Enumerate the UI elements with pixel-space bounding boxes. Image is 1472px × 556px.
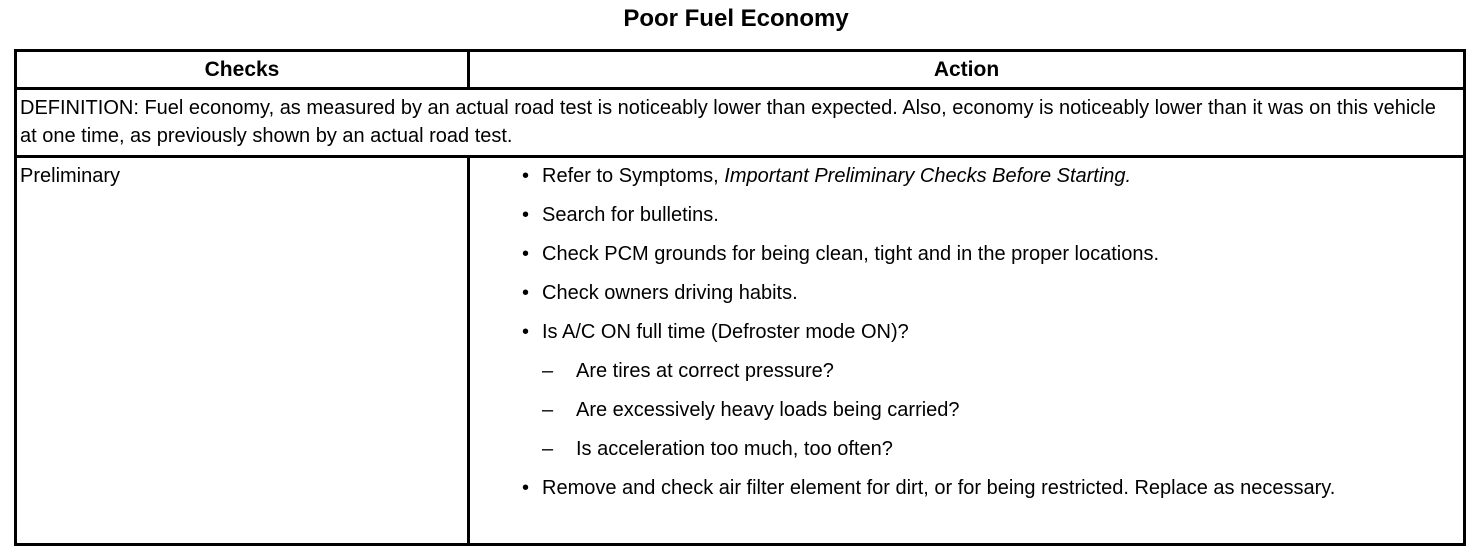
check-cell: Preliminary xyxy=(17,158,470,543)
bullet-icon: • xyxy=(522,243,530,265)
bullet-icon: • xyxy=(522,477,530,499)
definition-row: DEFINITION: Fuel economy, as measured by an actual road test is noticeably lower than expected. Also, economy is noticeably lower than it was on this vehicle at one time, as previously shown by an actual road test. xyxy=(17,90,1463,158)
action-item xyxy=(522,279,1442,307)
action-text-italic: Important Preliminary Checks Before Starting. xyxy=(724,165,1132,187)
action-subtext: Are tires at correct pressure? xyxy=(576,360,834,382)
dash-icon: – xyxy=(542,360,554,382)
dash-icon: – xyxy=(542,399,554,421)
action-text: Check PCM grounds for being clean, tight and in the proper locations. xyxy=(542,243,1160,265)
action-subtext: Are excessively heavy loads being carried? xyxy=(576,399,960,421)
action-item xyxy=(522,318,1442,346)
action-text: Check owners driving habits. xyxy=(542,282,798,304)
diagnostic-table xyxy=(14,49,1466,546)
action-text: Search for bulletins. xyxy=(542,204,719,226)
action-item xyxy=(522,474,1422,502)
table-header-row xyxy=(17,52,1463,90)
action-item xyxy=(522,162,1442,190)
bullet-icon: • xyxy=(522,321,530,343)
table-row xyxy=(17,158,1463,543)
action-text: Remove and check air filter element for dirt, or for being restricted. Replace as necessary. xyxy=(542,477,1336,499)
bullet-icon: • xyxy=(522,282,530,304)
action-item xyxy=(522,240,1442,268)
action-text: Refer to Symptoms, xyxy=(542,165,725,187)
page-title: Poor Fuel Economy xyxy=(623,5,849,32)
bullet-icon: • xyxy=(522,204,530,226)
bullet-icon: • xyxy=(522,165,530,187)
action-subtext: Is acceleration too much, too often? xyxy=(576,438,893,460)
column-header-action: Action xyxy=(933,58,1000,81)
action-cell xyxy=(470,158,1463,543)
action-item xyxy=(522,201,1442,229)
dash-icon: – xyxy=(542,438,554,460)
action-text: Is A/C ON full time (Defroster mode ON)? xyxy=(542,321,909,343)
column-header-checks: Checks xyxy=(17,52,470,87)
